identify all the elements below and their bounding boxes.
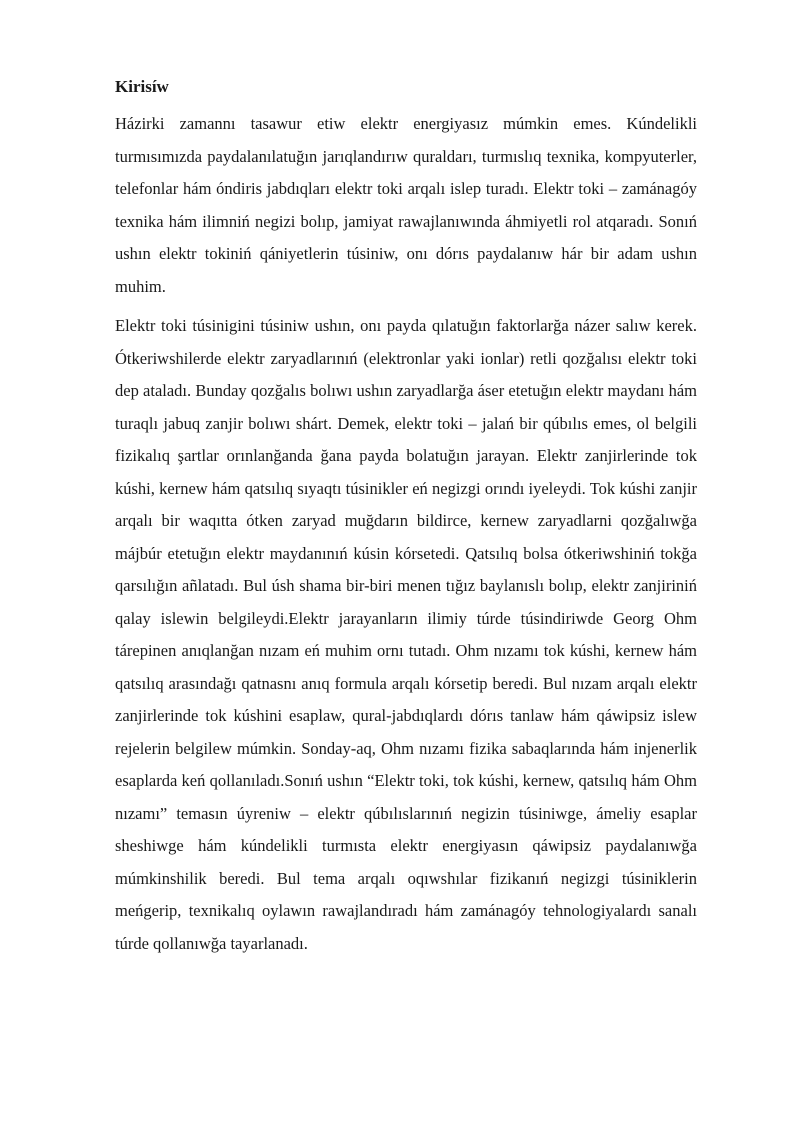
- paragraph-main: Elektr toki túsinigini túsiniw ushın, onı payda qılatuğın faktorlarğa názer salıw kerek. Ótkeriwshilerde elektr zaryadlarınıń (elektronlar yaki ionlar) retli qozğalısı elektr toki dep ataladı. Bunday qozğalıs bolıwı ushın zaryadlarğa áser etetuğın elektr maydanı hám turaqlı jabuq zanjir bolıwı shárt. Demek, elektr toki – jalań bir qúbılıs emes, ol belgili fizikalıq şartlar orınlanğanda ğana payda bolatuğın jarayan. Elektr zanjirlerinde tok kúshi, kernew hám qatsılıq sıyaqtı túsinikler eń negizgi orındı iyeleydi. Tok kúshi zanjir arqalı bir waqıtta ótken zaryad muğdarın bildirce, kernew zaryadlarni qozğalıwğa májbúr etetuğın elektr maydanınıń kúsin kórsetedi. Qatsılıq bolsa ótkeriwshiniń tokğa qarsılığın añlatadı. Bul úsh shama bir-biri menen tığız baylanıslı bolıp, elektr zanjiriniń qalay islewin belgileydi.Elektr jarayanların ilimiy túrde túsindiriwde Georg Ohm tárepinen anıqlanğan nızam eń muhim ornı tutadı. Ohm nızamı tok kúshi, kernew hám qatsılıq arasındağı qatnasnı anıq formula arqalı kórsetip beredi. Bul nızam arqalı elektr zanjirlerinde tok kúshini esaplaw, qural-jabdıqlardı dórıs tanlaw hám qáwipsiz islew rejelerin belgilew múmkin. Sonday-aq, Ohm nızamı fizika sabaqlarında hám injenerlik esaplarda keń qollanıladı.Sonıń ushın “Elektr toki, tok kúshi, kernew, qatsılıq hám Ohm nızamı” temasın úyreniw – elektr qúbılıslarınıń negizin túsiniwge, ámeliy esaplar sheshiwge hám kúndelikli turmısta elektr energiyasın qáwipsiz paydalanıwğa múmkinshilik beredi. Bul tema arqalı oqıwshılar fizikanıń negizgi túsiniklerin meńgerip, texnikalıq oylawın rawajlandıradı hám zamánagóy tehnologiyalardı sanalı túrde qollanıwğa tayarlanadı.: [115, 316, 697, 953]
- document-page: [115, 74, 697, 967]
- paragraph-intro: Házirki zamannı tasawur etiw elektr energiyasız múmkin emes. Kúndelikli turmısımızda paydalanılatuğın jarıqlandırıw quraldarı, turmıslıq texnika, kompyuterler, telefonlar hám óndiris jabdıqları elektr toki arqalı islep turadı. Elektr toki – zamánagóy texnika hám ilimniń negizi bolıp, jamiyat rawajlanıwında áhmiyetli rol atqaradı. Sonıń ushın elektr tokiniń qániyetlerin túsiniw, onı dórıs paydalanıw hár bir adam ushın muhim.: [115, 114, 697, 296]
- section-heading: Kirisíw: [115, 77, 169, 96]
